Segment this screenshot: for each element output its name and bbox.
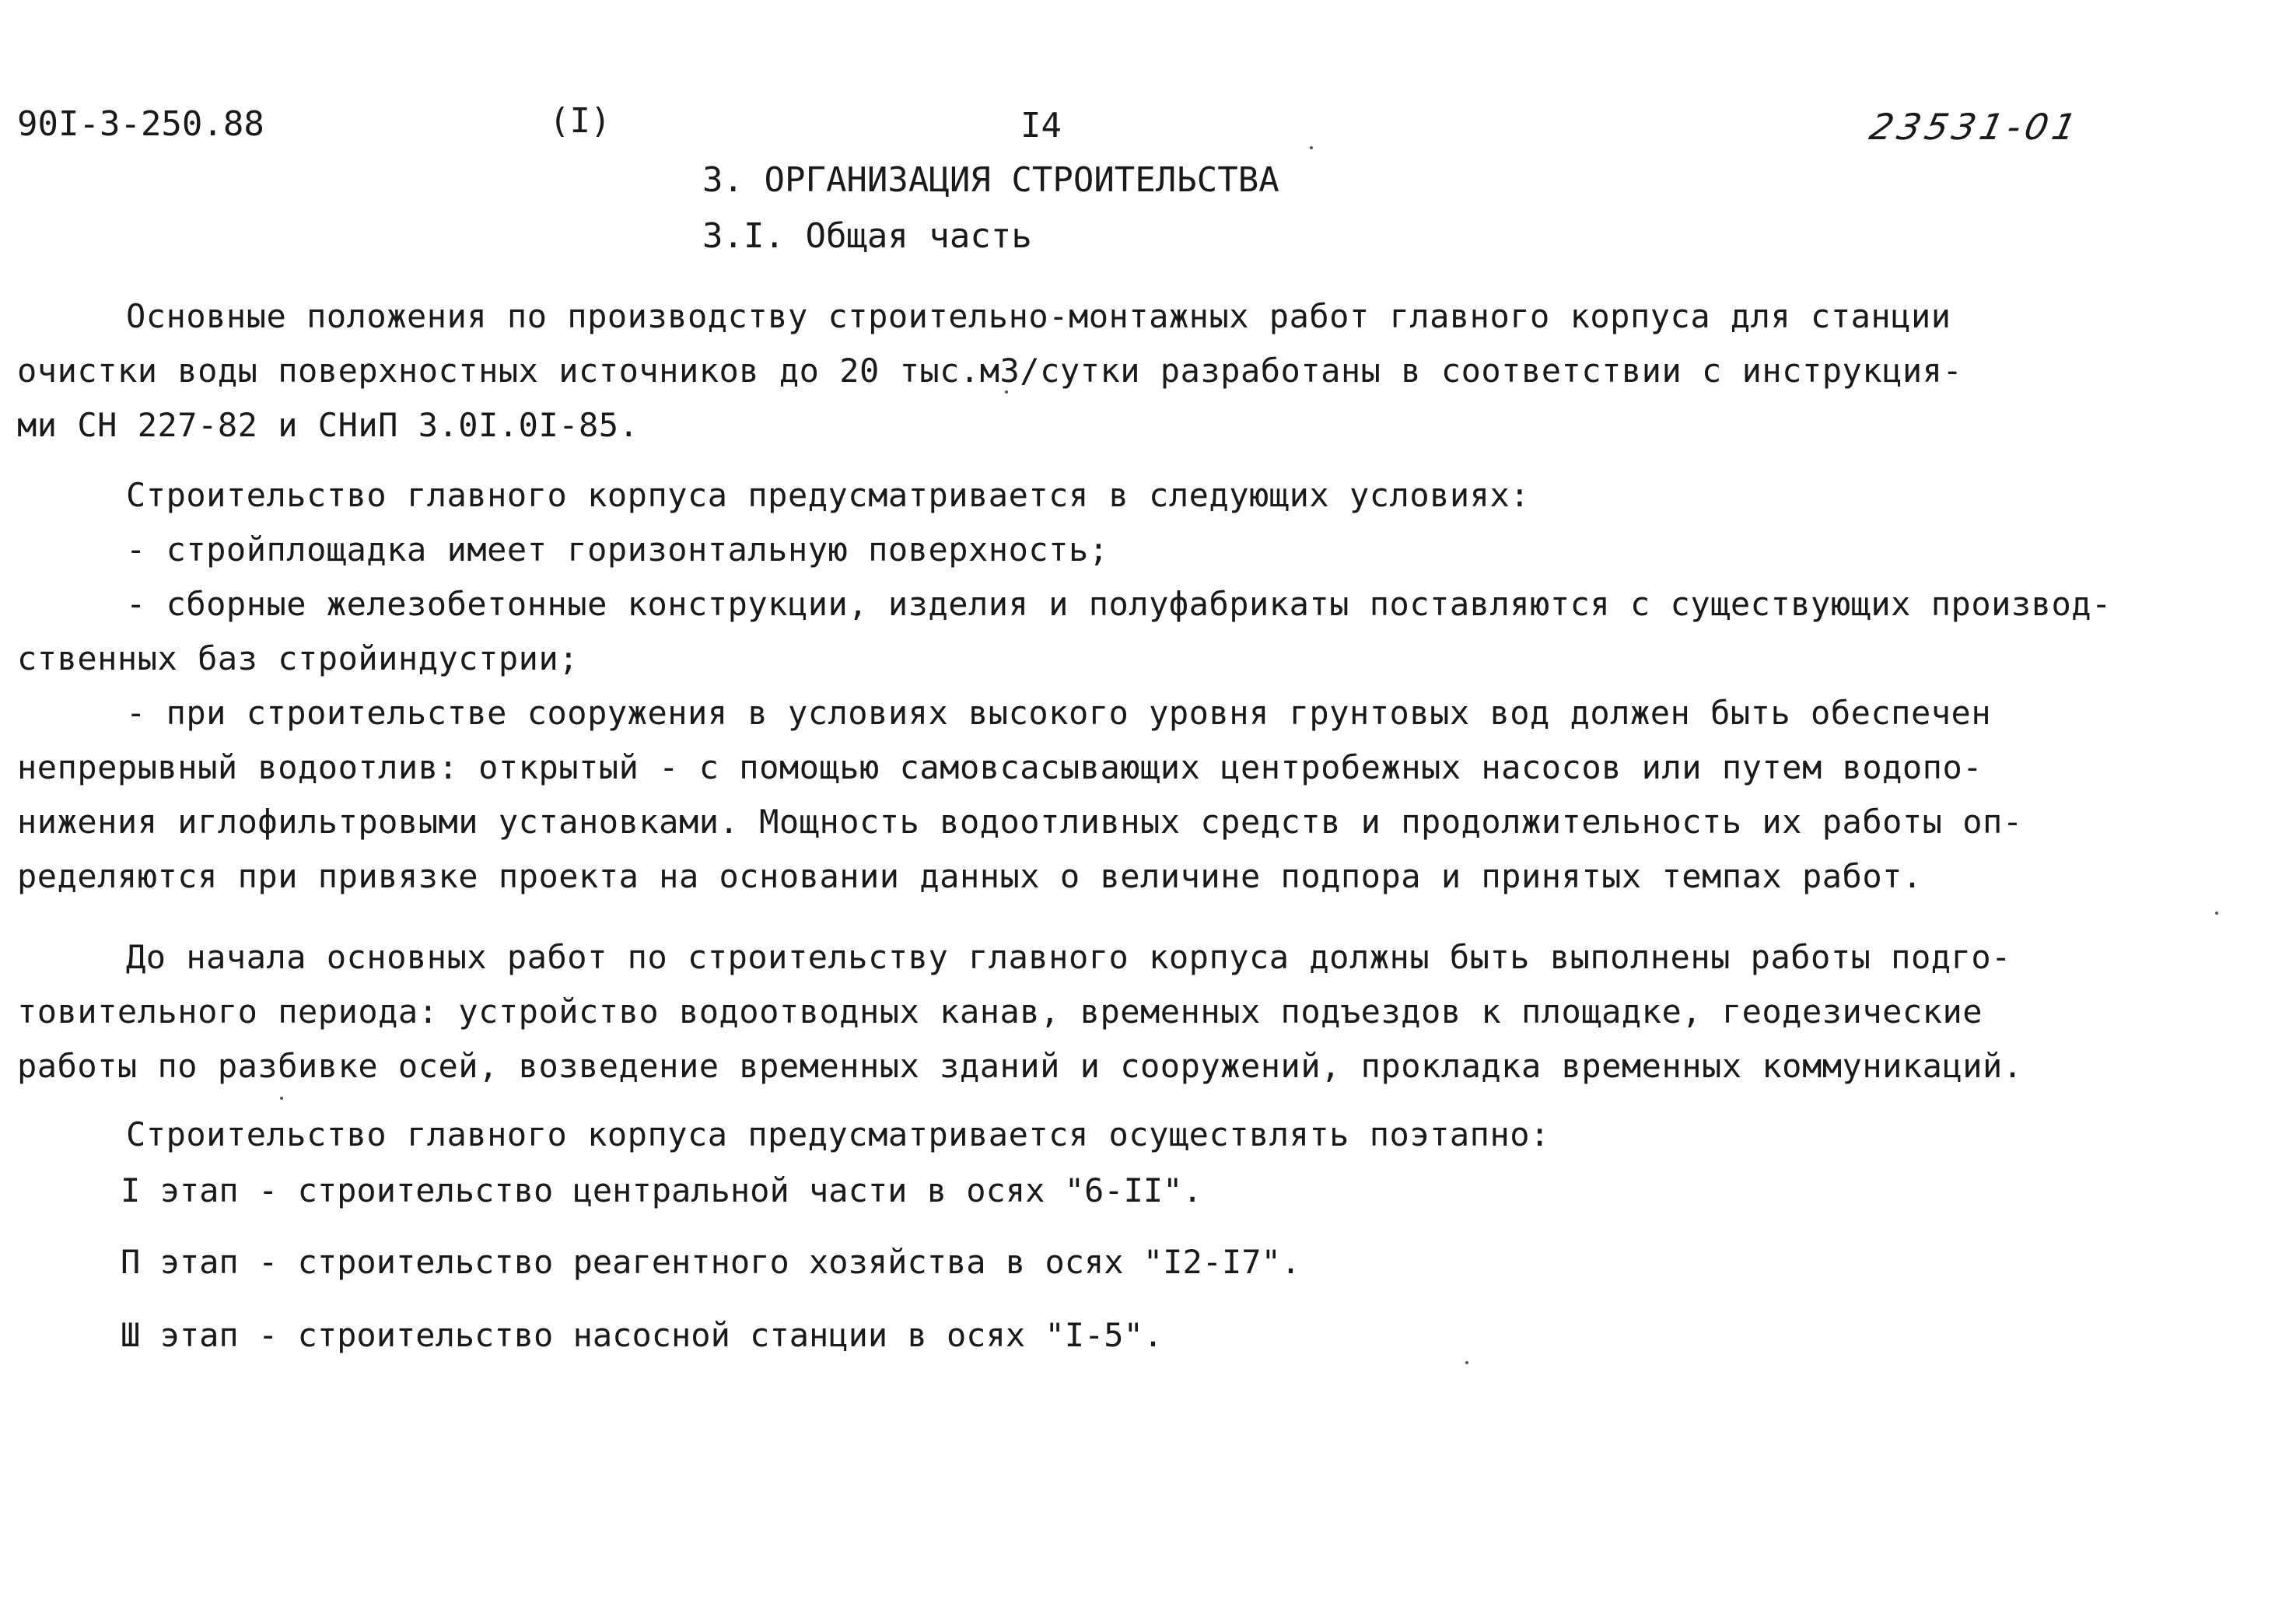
stage-item: I этап - строительство центральной части в осях "6-II". xyxy=(121,1171,1202,1209)
text-line: - сборные железобетонные конструкции, изделия и полуфабрикаты поставляются с существующих производ- xyxy=(126,585,2112,623)
section-title: 3. ОРГАНИЗАЦИЯ СТРОИТЕЛЬСТВА xyxy=(702,160,1279,200)
text-line: очистки воды поверхностных источников до 20 тыс.м3/сутки разработаны в соответствии с инструкция- xyxy=(17,352,1963,390)
scan-speck xyxy=(1310,146,1313,149)
scan-speck xyxy=(280,1097,283,1100)
text-line: Строительство главного корпуса предусматривается осуществлять поэтапно: xyxy=(126,1115,1550,1153)
document-code: 90I-3-250.88 xyxy=(17,104,264,144)
paragraph-stages-intro xyxy=(17,1108,2280,1162)
text-line: работы по разбивке осей, возведение временных зданий и сооружений, прокладка временных коммуникаций. xyxy=(17,1047,2023,1085)
scan-speck xyxy=(1005,390,1008,394)
text-line: До начала основных работ по строительству главного корпуса должны быть выполнены работы подго- xyxy=(126,938,2011,976)
subsection-title: 3.I. Общая часть xyxy=(702,216,1032,256)
text-line: - при строительстве сооружения в условиях высокого уровня грунтовых вод должен быть обеспечен xyxy=(126,694,1992,732)
paragraph-intro xyxy=(17,289,2280,453)
paragraph-preparation xyxy=(17,930,2280,1094)
text-line: товительного периода: устройство водоотводных канав, временных подъездов к площадке, геодезические xyxy=(17,992,1983,1031)
scan-speck xyxy=(2215,912,2218,915)
page-number: I4 xyxy=(1020,106,1062,145)
text-line: - стройплощадка имеет горизонтальную поверхность; xyxy=(126,530,1109,569)
paragraph-conditions xyxy=(17,468,2280,904)
text-line: ми СН 227-82 и СНиП 3.0I.0I-85. xyxy=(17,406,639,444)
text-line: нижения иглофильтровыми установками. Мощность водоотливных средств и продолжительность их работы оп- xyxy=(17,803,2023,841)
section-number: (I) xyxy=(549,101,611,141)
stage-item: Ш этап - строительство насосной станции в осях "I-5". xyxy=(121,1316,1164,1354)
text-line: ственных баз стройиндустрии; xyxy=(17,639,579,677)
text-line: Строительство главного корпуса предусматривается в следующих условиях: xyxy=(126,476,1531,514)
stage-item: П этап - строительство реагентного хозяйства в осях "I2-I7". xyxy=(121,1243,1301,1281)
scan-speck xyxy=(1465,1361,1468,1364)
handwritten-number: 23531-01 xyxy=(1866,106,2085,148)
text-line: непрерывный водоотлив: открытый - с помощью самовсасывающих центробежных насосов или путем водопо- xyxy=(17,748,1983,786)
text-line: ределяются при привязке проекта на основании данных о величине подпора и принятых темпах работ. xyxy=(17,857,1923,895)
text-line: Основные положения по производству строительно-монтажных работ главного корпуса для станции xyxy=(126,297,1951,335)
